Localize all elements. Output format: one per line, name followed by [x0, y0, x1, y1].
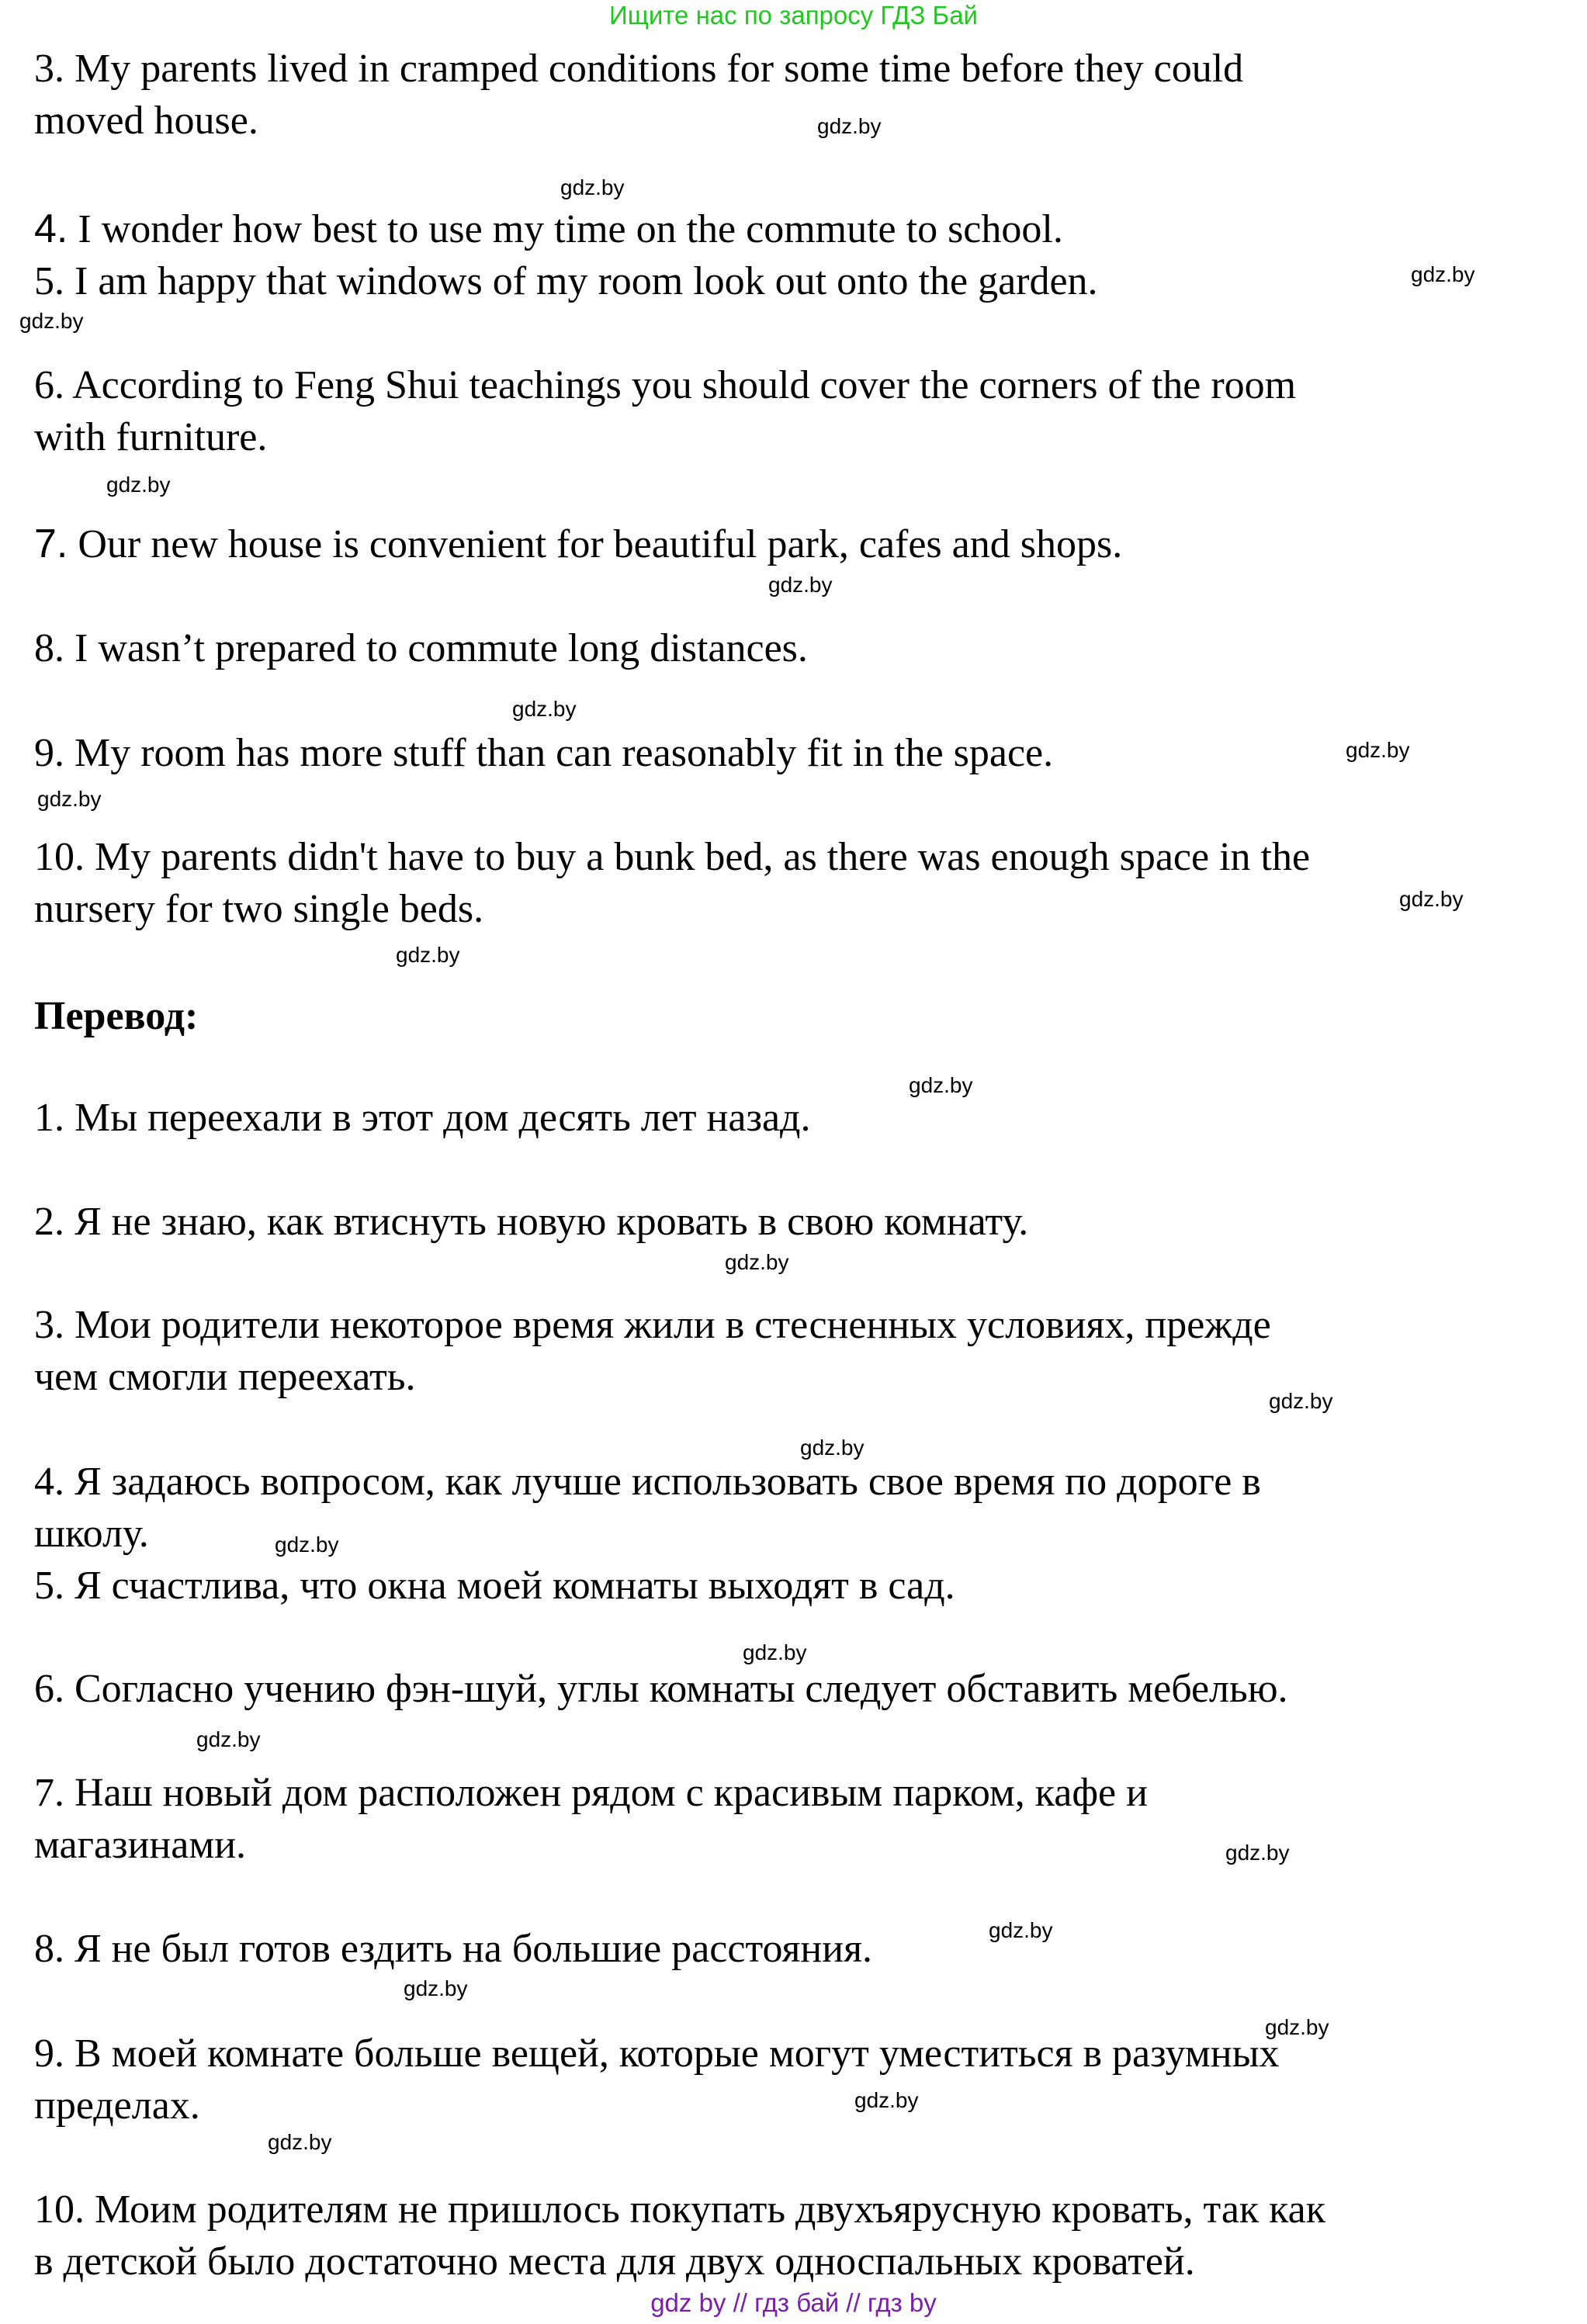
- watermark: gdz.by: [1411, 262, 1475, 286]
- watermark: gdz.by: [512, 697, 577, 721]
- watermark: gdz.by: [1399, 887, 1464, 911]
- watermark: gdz.by: [275, 1533, 339, 1557]
- watermark: gdz.by: [743, 1640, 807, 1664]
- english-sentence-6-line2: with furniture.: [34, 415, 268, 459]
- russian-sentence-9-line2: пределах.: [34, 2083, 200, 2128]
- watermark: gdz.by: [106, 473, 171, 497]
- russian-sentence-3-line1: 3. Мои родители некоторое время жили в стесненных условиях, прежде: [34, 1303, 1271, 1347]
- russian-sentence-1: 1. Мы переехали в этот дом десять лет назад.: [34, 1096, 811, 1140]
- english-sentence-6-line1: 6. According to Feng Shui teachings you should cover the corners of the room: [34, 363, 1297, 407]
- search-banner[interactable]: Ищите нас по запросу ГДЗ Бай: [609, 1, 978, 29]
- english-sentence-8: 8. I wasn’t prepared to commute long distances.: [34, 626, 808, 670]
- watermark: gdz.by: [854, 2088, 919, 2112]
- watermark: gdz.by: [560, 175, 625, 199]
- russian-sentence-2: 2. Я не знаю, как втиснуть новую кровать в свою комнату.: [34, 1200, 1029, 1244]
- english-sentence-4: [34, 203, 1063, 255]
- watermark: gdz.by: [909, 1073, 973, 1097]
- russian-sentence-7-line1: 7. Наш новый дом расположен рядом с красивым парком, кафе и: [34, 1771, 1148, 1815]
- watermark: gdz.by: [768, 573, 833, 597]
- russian-sentence-5: 5. Я счастлива, что окна моей комнаты выходят в сад.: [34, 1564, 955, 1608]
- watermark: gdz.by: [1225, 1841, 1290, 1865]
- watermark: gdz.by: [396, 943, 460, 967]
- watermark: gdz.by: [1346, 738, 1410, 762]
- russian-sentence-8: 8. Я не был готов ездить на большие расстояния.: [34, 1927, 872, 1971]
- english-sentence-10-line1: 10. My parents didn't have to buy a bunk bed, as there was enough space in the: [34, 835, 1311, 879]
- english-sentence-9: 9. My room has more stuff than can reasonably fit in the space.: [34, 731, 1054, 775]
- translation-heading: Перевод:: [34, 994, 199, 1038]
- watermark: gdz.by: [1269, 1389, 1333, 1413]
- watermark: gdz.by: [1265, 2015, 1329, 2039]
- watermark: gdz.by: [725, 1250, 789, 1274]
- watermark: gdz.by: [37, 787, 102, 811]
- russian-sentence-9-line1: 9. В моей комнате больше вещей, которые могут уместиться в разумных: [34, 2031, 1280, 2076]
- russian-sentence-4-line2: школу.: [34, 1512, 149, 1556]
- watermark: gdz.by: [19, 309, 84, 333]
- sentence-text: I wonder how best to use my time on the commute to school.: [68, 207, 1063, 251]
- russian-sentence-3-line2: чем смогли переехать.: [34, 1355, 416, 1399]
- russian-sentence-10-line1: 10. Моим родителям не пришлось покупать двухъярусную кровать, так как: [34, 2187, 1325, 2232]
- english-sentence-3-line1: 3. My parents lived in cramped conditions for some time before they could: [34, 47, 1244, 91]
- watermark: gdz.by: [196, 1727, 261, 1751]
- russian-sentence-6: 6. Согласно учению фэн-шуй, углы комнаты следует обставить мебелью.: [34, 1667, 1288, 1711]
- sentence-number: 4.: [34, 206, 68, 251]
- watermark: gdz.by: [404, 1976, 468, 2000]
- russian-sentence-7-line2: магазинами.: [34, 1823, 247, 1867]
- russian-sentence-10-line2: в детской было достаточно места для двух односпальных кроватей.: [34, 2239, 1195, 2284]
- watermark: gdz.by: [817, 114, 882, 138]
- sentence-number: 7.: [34, 521, 68, 566]
- russian-sentence-4-line1: 4. Я задаюсь вопросом, как лучше использовать свое время по дороге в: [34, 1460, 1261, 1504]
- footer-links[interactable]: gdz by // гдз бай // гдз by: [650, 2288, 937, 2317]
- english-sentence-3-line2: moved house.: [34, 99, 258, 143]
- english-sentence-7: [34, 518, 1122, 570]
- english-sentence-5: 5. I am happy that windows of my room look out onto the garden.: [34, 259, 1098, 303]
- watermark: gdz.by: [989, 1918, 1053, 1942]
- watermark: gdz.by: [800, 1436, 865, 1460]
- english-sentence-10-line2: nursery for two single beds.: [34, 887, 484, 931]
- watermark: gdz.by: [268, 2130, 332, 2154]
- sentence-text: Our new house is convenient for beautiful park, cafes and shops.: [68, 522, 1123, 566]
